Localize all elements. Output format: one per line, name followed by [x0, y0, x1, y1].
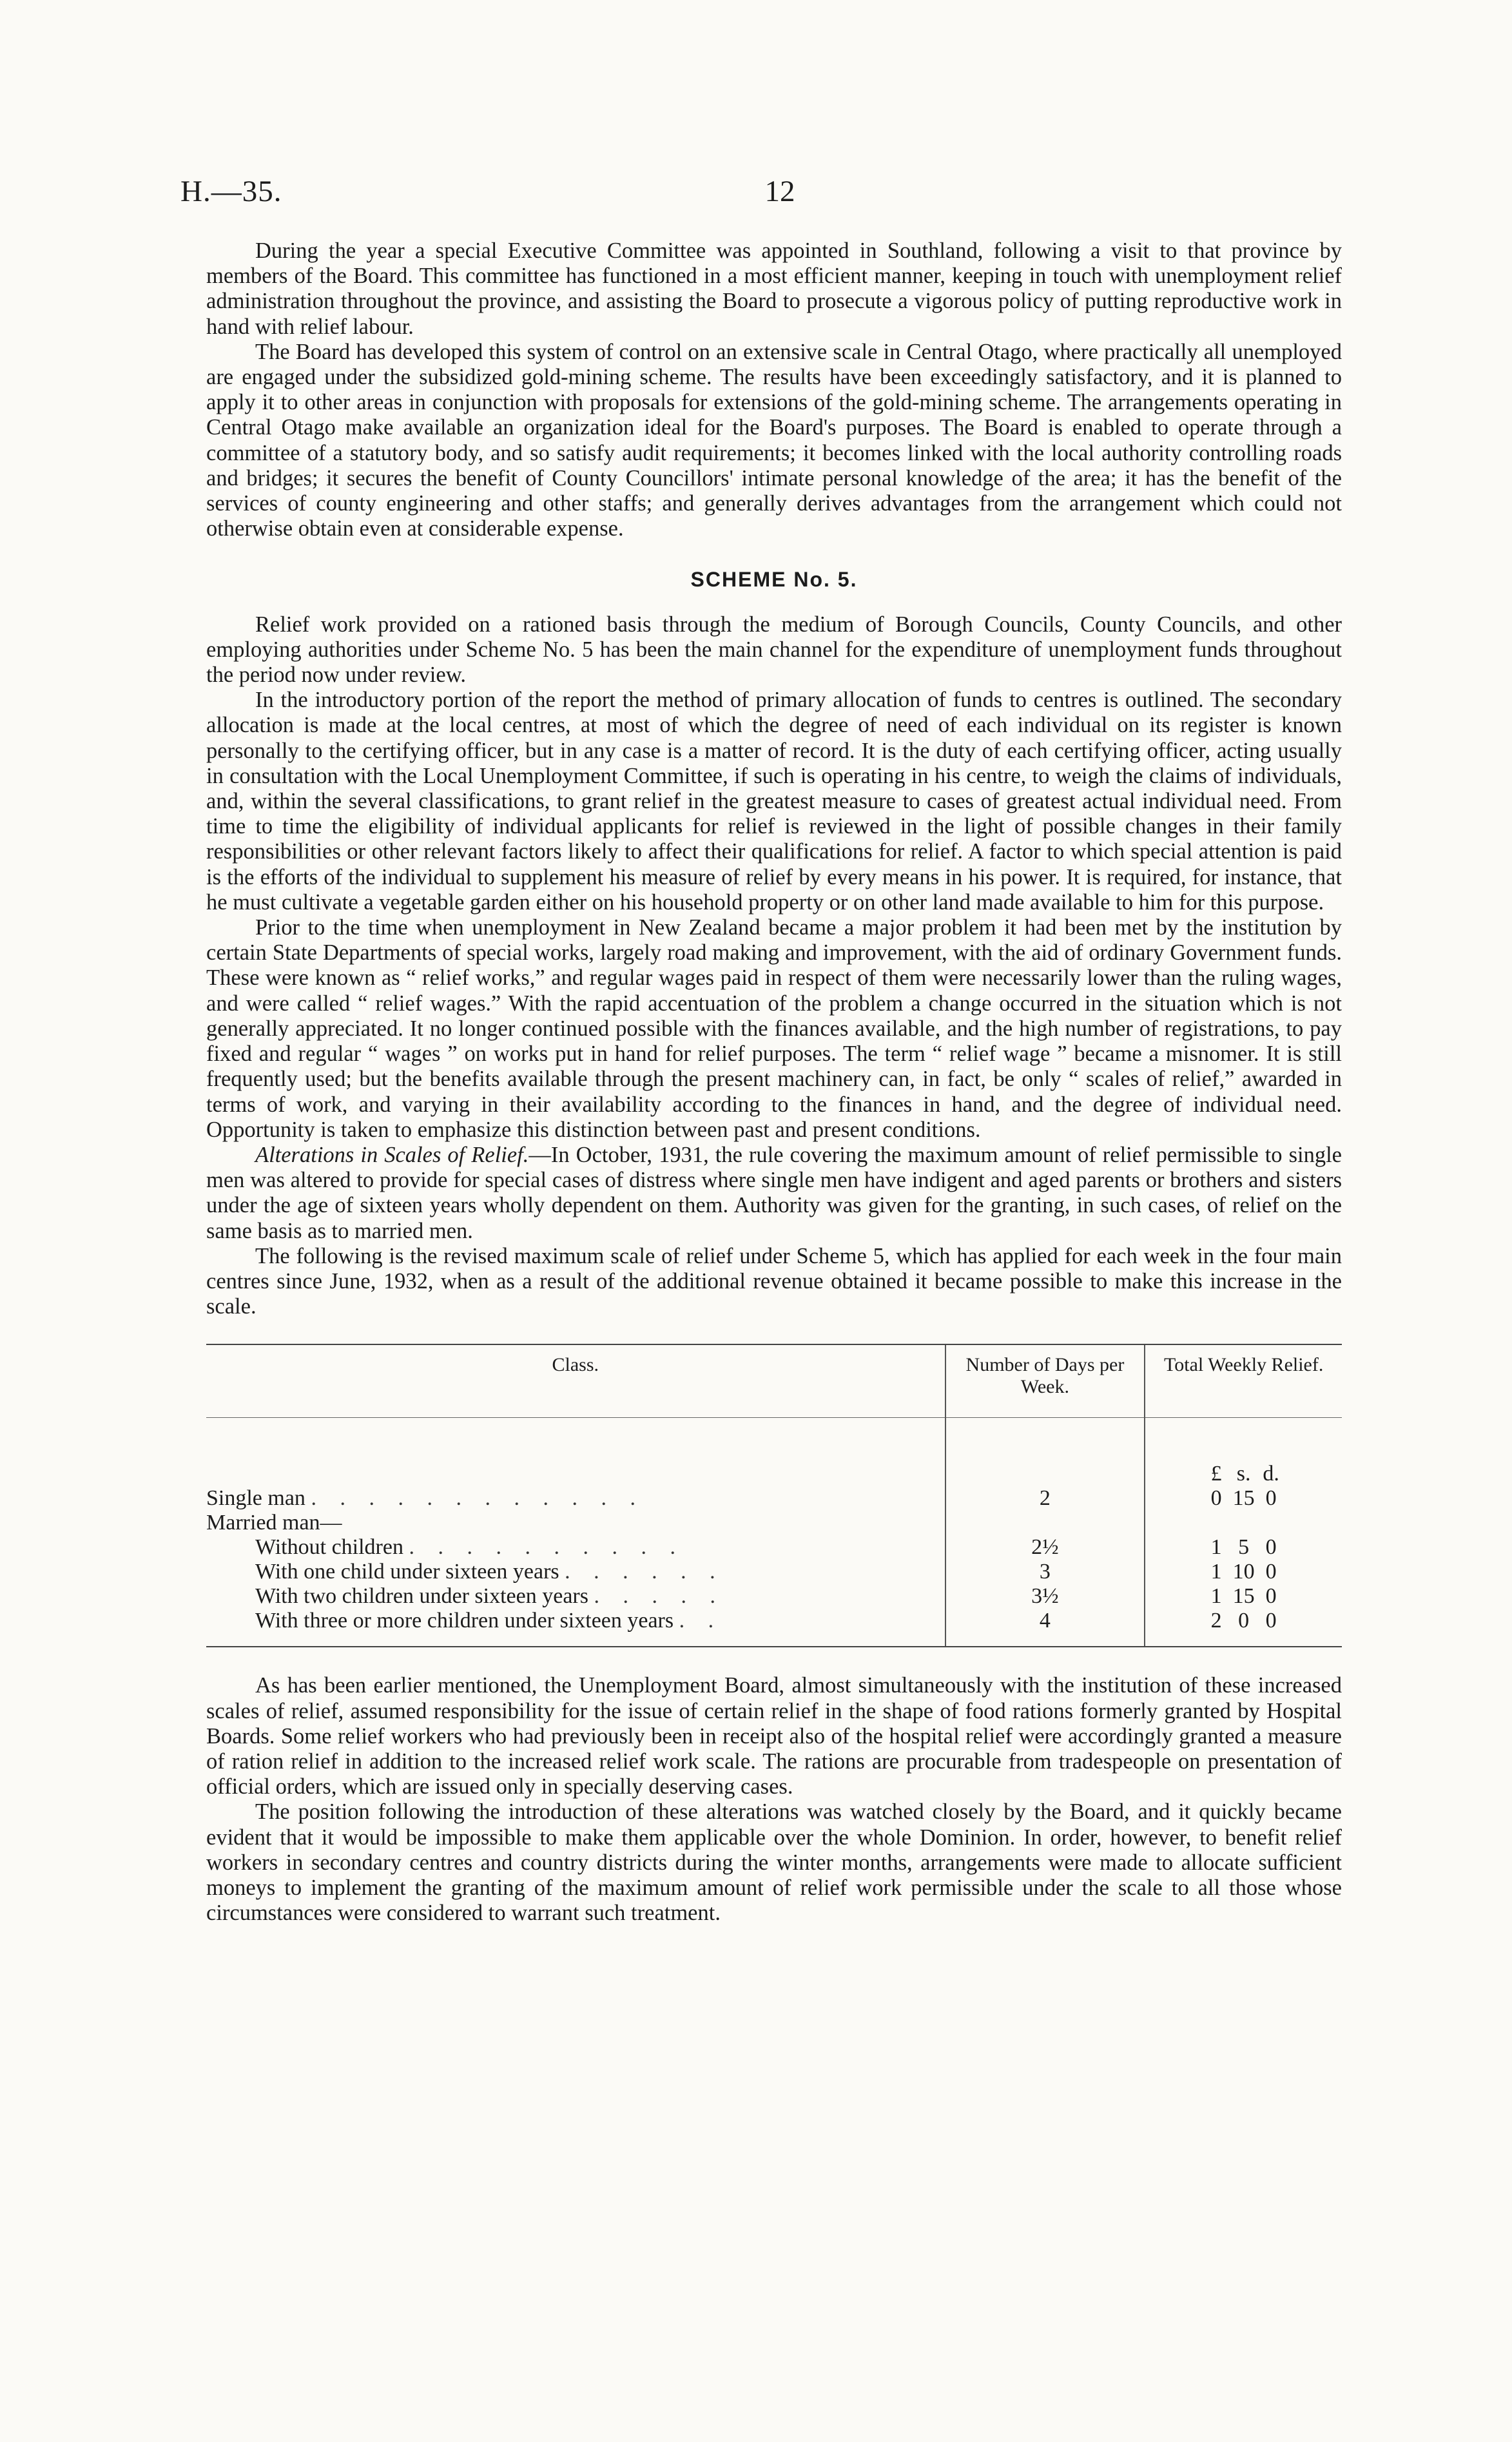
paragraph: The position following the introduction of these alterations was watched closely by the Board, and it quickly became evident that it would be impossible to make them applicable over the whole Dominion. In order, however, to benefit relief workers in secondary centres and country districts during the winter months, arrangements were made to allocate sufficient moneys to implement the granting of the maximum amount of relief work permissible under the scale to all those whose circumstances were considered to warrant such treatment. [206, 1799, 1342, 1926]
paragraph: Relief work provided on a rationed basis through the medium of Borough Councils, County Councils, and other employing authorities under Scheme No. 5 has been the main channel for the expenditure of unemployment funds throughout the period now under review. [206, 612, 1342, 688]
table-row: With two children under sixteen years . . . . . 3½ 1 15 0 [206, 1584, 1342, 1609]
paragraph: The Board has developed this system of control on an extensive scale in Central Otago, where practically all unemployed are engaged under the subsidized gold-mining scheme. The results have been exceedingly satisfactory, and it is planned to apply it to other areas in conjunction with proposals for extensions of the gold-mining scheme. The arrangements operating in Central Otago make available an organization ideal for the Board's purposes. The Board is enabled to operate through a committee of a statutory body, and so satisfy audit requirements; it becomes linked with the local authority controlling roads and bridges; it secures the benefit of County Councillors' intimate personal knowledge of the area; it has the benefit of the services of county engineering and other staffs; and generally derives advantages from the arrangement which could not otherwise obtain even at considerable expense. [206, 339, 1342, 541]
section-heading: SCHEME No. 5. [690, 568, 858, 592]
page-body [206, 238, 1342, 1926]
table-row: With three or more children under sixteen years . . 4 2 0 0 [206, 1609, 1342, 1633]
currency-units: £ s. d. [1145, 1460, 1342, 1486]
paragraph: In the introductory portion of the report the method of primary allocation of funds to centres is outlined. The secondary allocation is made at the local centres, at most of which the degree of need of each individual on its register is known personally to the certifying officer, but in any case is a matter of record. It is the duty of each certifying officer, acting usually in consultation with the Local Unemployment Committee, if such is operating in his centre, to weigh the claims of individuals, and, within the several classifications, to grant relief in the greatest measure to cases of greatest actual individual need. From time to time the eligibility of individual applicants for relief is reviewed in the light of possible changes in their family responsibilities or other relevant factors likely to affect their qualifications for relief. A factor to which special attention is paid is the efforts of the individual to supplement his measure of relief by every means in his power. It is required, for instance, that he must cultivate a vegetable garden either on his household property or on other land made available to him for this purpose. [206, 688, 1342, 915]
paragraph: Prior to the time when unemployment in New Zealand became a major problem it had been met by the institution by certain State Departments of special works, largely road making and improvement, with the aid of ordinary Government funds. These were known as “ relief works,” and regular wages paid in respect of them were necessarily lower than the ruling wages, and were called “ relief wages.” With the rapid accentuation of the problem a change occurred in the situation which is not generally appreciated. It no longer continued possible with the finances available, and the high number of registrations, to pay fixed and regular “ wages ” on works put in hand for relief purposes. The term “ relief wage ” became a misnomer. It is still frequently used; but the benefits available through the present machinery can, in fact, be only “ scales of relief,” awarded in terms of work, and varying in their availability according to the finances in hand, and the degree of individual need. Opportunity is taken to emphasize this distinction between past and present conditions. [206, 915, 1342, 1142]
table-row: Without children . . . . . . . . . . 2½ 1 5 0 [206, 1535, 1342, 1560]
alterations-text: —In October, 1931, the rule covering the maximum amount of relief permissible to single men was altered to provide for special cases of distress where single men have indigent and aged parents or brothers and sisters under the age of sixteen years wholly dependent on them. Authority was given for the granting, in such cases, of relief on the same basis as to married men. [206, 1142, 1342, 1243]
table-row: With one child under sixteen years . . . . . . 3 1 10 0 [206, 1560, 1342, 1584]
table-row [206, 1511, 1342, 1535]
paragraph: During the year a special Executive Committee was appointed in Southland, following a visit to that province by members of the Board. This committee has functioned in a most efficient manner, keeping in touch with unemployment relief administration throughout the province, and assisting the Board to prosecute a vigorous policy of putting reproductive work in hand with relief labour. [206, 238, 1342, 339]
table-row: Single man . . . . . . . . . . . . 2 0 15 0 [206, 1486, 1342, 1511]
paragraph: The following is the revised maximum scale of relief under Scheme 5, which has applied for each week in the four main centres since June, 1932, when as a result of the additional revenue obtained it became possible to make this increase in the scale. [206, 1243, 1342, 1319]
header-days: Number of Days per Week. [945, 1345, 1145, 1418]
page-number: 12 [764, 175, 795, 208]
alterations-title: Alterations in Scales of Relief. [255, 1142, 529, 1167]
relief-scale-table [206, 1344, 1342, 1647]
alterations-paragraph [206, 1143, 1342, 1244]
row-label: Single man [206, 1486, 305, 1511]
header-class: Class. [206, 1345, 945, 1418]
table-bottom-rule [206, 1646, 1342, 1647]
married-label: Married man— [206, 1511, 342, 1535]
header-relief: Total Weekly Relief. [1145, 1345, 1342, 1418]
paragraph: As has been earlier mentioned, the Unemployment Board, almost simultaneously with the institution of these increased scales of relief, assumed responsibility for the issue of certain relief in the shape of food rations formerly granted by Hospital Boards. Some relief workers who had previously been in receipt also of the hospital relief were accordingly granted a measure of ration relief in addition to the increased relief work scale. The rations are procurable from tradespeople on presentation of official orders, which are issued only in specially deserving cases. [206, 1673, 1342, 1799]
page-header [180, 174, 1341, 213]
document-reference: H.—35. [180, 175, 282, 208]
